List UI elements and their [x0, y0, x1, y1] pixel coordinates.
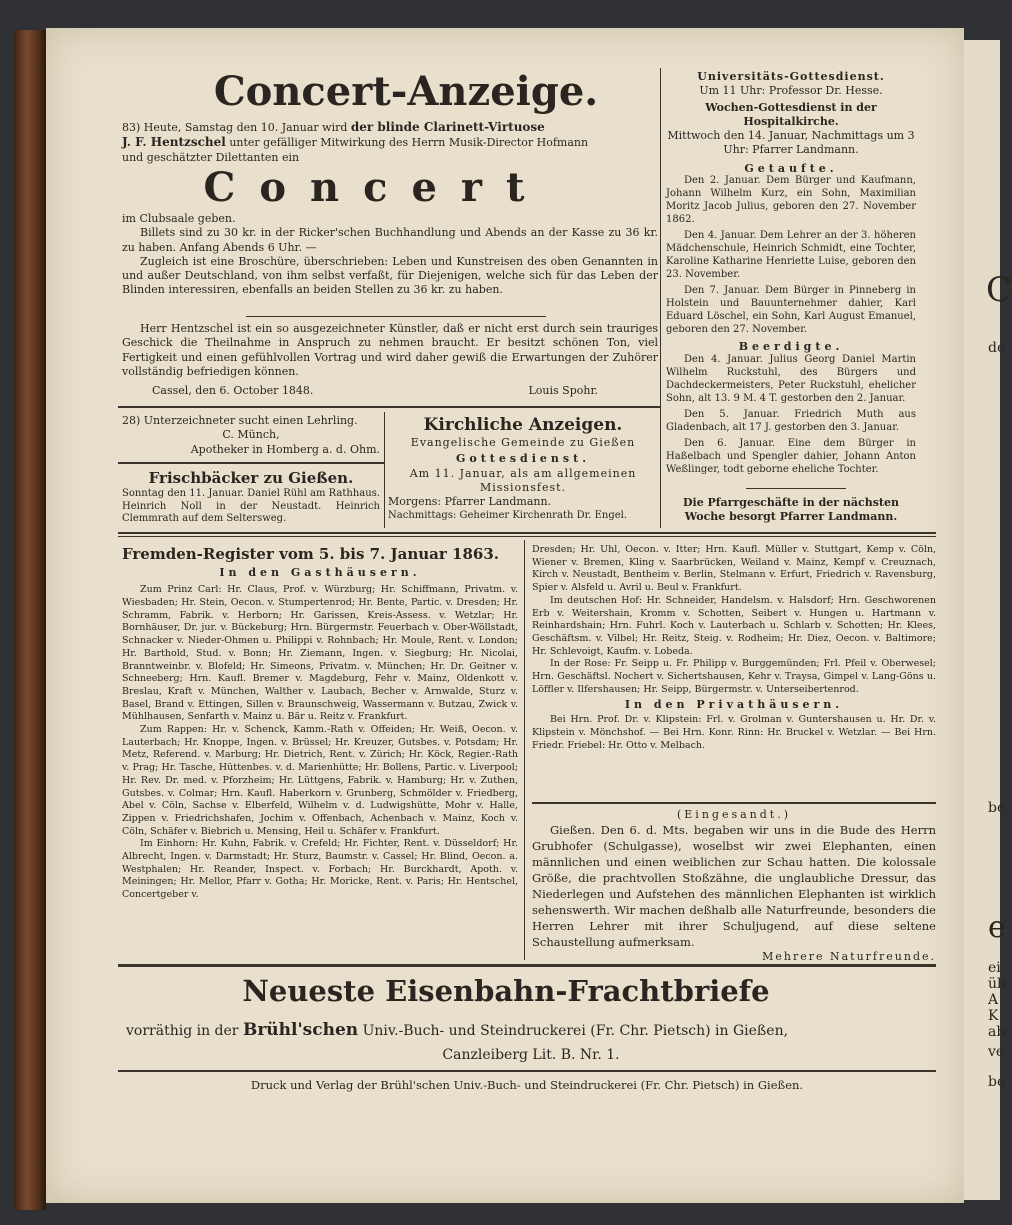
beerdigte-entry: Den 6. Januar. Eine dem Bürger in Haßelbach und Spengler dahier, Johann Anton Weßlinger, todt geborne eheliche Tochter.: [666, 438, 916, 475]
next-page-fragment: ab: [988, 1024, 1006, 1040]
concert-p3: Zugleich ist eine Broschüre, überschrieben: Leben und Kunstreisen des oben Genannten in und außer Deutschland, von ihm selbst verfaßt, für Diejenigen, welche sich für das Leben der Blinden interessiren, ebenfalls an beiden Stellen zu 36 kr. zu haben.: [122, 254, 658, 297]
column-rule: [384, 412, 385, 528]
privat-heading: In den Privathäusern.: [624, 698, 844, 712]
eisenbahn-line: Univ.-Buch- und Steindruckerei (Fr. Chr. Pietsch) in Gießen,: [362, 1023, 789, 1039]
register-continued: Dresden; Hr. Uhl, Oecon. v. Itter; Hrn. Kaufl. Müller v. Stuttgart, Kemp v. Cöln, Wiener v. Bremen, Kling v. Saarbrücken, Weiland v. Mainz, Kempf v. Creuznach, Kirch v. Neustadt, Bentheim v. Berlin, Stelmann v. Erfurt, Friedrich v. Ravensburg, Spier v. Alsfeld u. Avril u. Beul v. Frankfurt.: [532, 544, 936, 594]
church-right: [666, 70, 916, 176]
uni-line: Um 11 Uhr: Professor Dr. Hesse.: [699, 84, 883, 98]
concert-intro: [122, 120, 658, 165]
concert-p2: Billets sind zu 30 kr. in der Ricker'schen Buchhandlung und Abends an der Kasse zu 36 kr. zu haben. Anfang Abends 6 Uhr. —: [122, 226, 658, 254]
frisch-ad: [122, 468, 380, 526]
getaufte-entry: Den 2. Januar. Dem Bürger und Kaufmann, Johann Wilhelm Kurz, ein Sohn, Maximilian Moritz Jacob Julius, geboren den 27. November 1862.: [666, 175, 916, 225]
concert-artist: der blinde Clarinett-Virtuose: [350, 120, 545, 134]
eisenbahn-address: Canzleiberg Lit. B. Nr. 1.: [442, 1047, 620, 1063]
gast-heading: In den Gasthäusern.: [219, 566, 421, 579]
next-page-edge: [964, 40, 1012, 1200]
kirch-line: Nachmittags: Geheimer Kirchenrath Dr. Engel.: [388, 510, 628, 522]
divider: [246, 316, 546, 317]
getaufte-entry: Den 4. Januar. Dem Lehrer an der 3. höheren Mädchenschule, Heinrich Schmidt, eine Tochter, Karoline Katharine Henriette Luise, geboren den 23. November.: [666, 230, 916, 280]
divider: [118, 964, 936, 967]
rose-entry: In der Rose: Fr. Seipp u. Fr. Philipp v. Burggemünden; Frl. Pfeil v. Oberwesel; Hrn. Geschäftsl. Nochert v. Sichertshausen, Kehr v. Traysa, Gimpel v. Lang-Göns u. Löffler v. Ilfershausen; Hr. Seipp, Bürgermstr. v. Unterseibertenrod.: [532, 658, 936, 695]
prinz-carl-entry: Zum Prinz Carl: Hr. Claus, Prof. v. Würzburg; Hr. Schiffmann, Privatm. v. Wiesbaden; Hr. Stein, Oecon. v. Stumpertenrod; Hr. Bente, Partic. v. Dresden; Hr. Schramm, Fabrik. v. Herborn; Hr. Garissen, Kreis-Assess. v. Wetzlar; Hr. Bornhäuser, Dr. jur. v. Bückeburg; Hrn. Bürgermstr. Feuerbach v. Ober-Wöllstadt, Schnacker v. Nieder-Ohmen u. Philippi v. Rohnbach; Hr. Moule, Rent. v. London; Hr. Barthold, Stud. v. Bonn; Hr. Ziemann, Ingen. v. Siegburg; Hr. Nicolai, Branntweinbr. v. Blofeld; Hr. Simeons, Privatm. v. München; Hr. Dr. Geitner v. Schneeberg; Hrn. Kaufl. Bremer v. Magdeburg, Fehr v. Mainz, Oldenkott v. Breslau, Kraft v. München, Walther v. Laubach, Becher v. Arnwalde, Sturz v. Basel, Brand v. Ettingen, Sillen v. Braunschweig, Wassermann v. Butzau, Zwick v. Mühlhausen, Senfarth v. Mainz u. Bär u. Reitz v. Frankfurt.: [122, 584, 518, 723]
concert-line1: 83) Heute, Samstag den 10. Januar wird: [122, 121, 348, 134]
kirch-title: Kirchliche Anzeigen.: [423, 415, 623, 435]
concert-date: Cassel, den 6. October 1848.: [152, 384, 314, 397]
eisenbahn-title: Neueste Eisenbahn-Frachtbriefe: [242, 974, 770, 1008]
next-page-fragment: K: [988, 1008, 999, 1024]
concert-p1: im Clubsaale geben.: [122, 212, 236, 225]
eingesandt-signed: Mehrere Naturfreunde.: [762, 950, 936, 964]
getaufte-entry: Den 7. Januar. Dem Bürger in Pinneberg in Holstein und Bauunternehmer dahier, Karl Eduard Löschel, ein Sohn, Karl August Emanuel, geboren den 27. November.: [666, 285, 916, 335]
eingesandt-text: Gießen. Den 6. d. Mts. begaben wir uns in die Bude des Herrn Grubhofer (Schulgasse), woselbst wir zwei Elephanten, einen männlichen und einen weiblichen zur Schau hatten. Die kolossale Größe, die prachtvollen Stoßzähne, die unglaubliche Dressur, das Niederlegen und Aufstehen des männlichen Elephanten ist wirklich sehenswerth. Wir machen deßhalb alle Naturfreunde, besonders die Herren Lehrer mit ihrer Schuljugend, auf diese seltene Schaustellung aufmerksam.: [532, 823, 936, 950]
getaufte-list: [666, 174, 916, 476]
next-page-fragment: be: [988, 800, 1006, 816]
concert-review: [122, 322, 658, 379]
column-rule: [660, 68, 661, 528]
divider: [532, 802, 936, 804]
concert-big: Concert: [203, 164, 549, 211]
next-page-fragment: ei: [988, 960, 1001, 976]
fremden-register: [122, 544, 518, 902]
kirch-gd: Gottesdienst.: [455, 452, 591, 466]
next-page-fragment: A: [988, 992, 999, 1008]
newspaper-page: [46, 28, 964, 1203]
concert-title: Concert-Anzeige.: [213, 68, 599, 115]
frisch-title: Frischbäcker zu Gießen.: [148, 469, 354, 487]
rappen-entry: Zum Rappen: Hr. v. Schenck, Kamm.-Rath v. Offeiden; Hr. Weiß, Oecon. v. Lauterbach; Hr. Knoppe, Ingen. v. Brüssel; Hr. Kreuzer, Gutsbes. v. Potsdam; Hr. Metz, Referend. v. Marburg; Hr. Dietrich, Rent. v. Zürich; Hr. Köck, Regier.-Rath v. Prag; Hr. Tasche, Hüttenbes. v. d. Marienhütte; Hr. Bollens, Partic. v. Liverpool; Hr. Rev. Dr. med. v. Pforzheim; Hr. Lüttgens, Fabrik. v. Hamburg; Hr. v. Zuthen, Gutsbes. v. Colmar; Hrn. Kaufl. Haberkorn v. Grunberg, Schmölder v. Friedberg, Abel v. Cöln, Sachse v. Elberfeld, Wilhelm v. d. Ludwigshütte, Mohr v. Halle, Zippen v. Friedrichshafen, Jochim v. Offenbach, Achenbach v. Mainz, Koch v. Cöln, Schäfer v. Biebrich u. Mensing, Heil u. Schäfer v. Frankfurt.: [122, 724, 518, 837]
beerdigte-entry: Den 4. Januar. Julius Georg Daniel Martin Wilhelm Ruckstuhl, des Bürgers und Dachdeckermeisters, Peter Ruckstuhl, ehelicher Sohn, alt 13. 9 M. 4 T. gestorben den 2. Januar.: [666, 354, 916, 404]
privat-entry: Bei Hrn. Prof. Dr. v. Klipstein: Frl. v. Grolman v. Guntershausen u. Hr. Dr. v. Klipstein v. Mönchshof. — Bei Hrn. Konr. Rinn: Hr. Bruckel v. Wetzlar. — Bei Hrn. Friedr. Friebel: Hr. Otto v. Melbach.: [532, 714, 936, 751]
concert-body: [122, 212, 658, 298]
lehrling-ad: [122, 414, 380, 457]
pfarr-notice: Die Pfarrgeschäfte in der nächsten Woche besorgt Pfarrer Landmann.: [682, 496, 900, 524]
next-page-fragment: be: [988, 1074, 1006, 1090]
next-page-fragment: e: [988, 910, 1006, 945]
concert-signed: Louis Spohr.: [528, 384, 598, 397]
next-page-fragment: C: [986, 270, 1012, 310]
getaufte-heading: Getaufte.: [744, 161, 838, 175]
eisenbahn-line: vorräthig in der: [126, 1023, 239, 1039]
next-page-fragment: üb: [988, 976, 1006, 992]
deutscher-hof-entry: Im deutschen Hof: Hr. Schneider, Handelsm. v. Halsdorf; Hrn. Geschworenen Erb v. Weitershain, Kromm v. Schotten, Seibert v. Hungen u. Hartmann v. Reinhardshain; Hrn. Fuhrl. Koch v. Lauterbach u. Schlarb v. Schotten; Hr. Klees, Geschäftsm. v. Vilbel; Hr. Reitz, Steig. v. Rodheim; Hr. Diez, Oecon. v. Baltimore; Hr. Schlevoigt, Kaufm. v. Lobeda.: [532, 594, 936, 657]
uni-title: Universitäts-Gottesdienst.: [697, 70, 885, 83]
fremden-register-cont: [532, 544, 936, 753]
woch-title: Wochen-Gottesdienst in der Hospitalkirche.: [705, 100, 877, 128]
concert-artist-name: J. F. Hentzschel: [122, 135, 226, 150]
eingesandt: [532, 808, 936, 965]
frisch-text: Sonntag den 11. Januar. Daniel Rühl am Rathhaus. Heinrich Noll in der Neustadt. Heinrich Clemmrath auf dem Seltersweg.: [122, 488, 380, 524]
next-page-fragment: de: [988, 340, 1006, 356]
column-rule: [524, 540, 525, 960]
divider: [118, 536, 936, 537]
einhorn-entry: Im Einhorn: Hr. Kuhn, Fabrik. v. Crefeld; Hr. Fichter, Rent. v. Düsseldorf; Hr. Albrecht, Ingen. v. Darmstadt; Hr. Sturz, Baumstr. v. Cassel; Hr. Blind, Oecon. a. Westphalen; Hr. Reander, Inspect. v. Forbach; Hr. Burckhardt, Apoth. v. Meiningen; Hr. Mellor, Pfarr v. Gotha; Hr. Moricke, Rent. v. Paris; Hr. Hentschel, Concertgeber v.: [122, 838, 518, 901]
divider: [118, 406, 660, 408]
kirch-ad: [388, 414, 658, 524]
lehrling-line2: C. Münch,: [222, 428, 280, 442]
kirch-sub: Evangelische Gemeinde zu Gießen: [410, 436, 636, 449]
divider: [746, 488, 846, 489]
concert-signature: [122, 384, 658, 398]
divider: [118, 462, 384, 464]
concert-p4: Herr Hentzschel ist ein so ausgezeichneter Künstler, daß er nicht erst durch sein trauriges Geschick die Theilnahme in Anspruch zu nehmen braucht. Er besitzt schönen Ton, viel Fertigkeit und einen gefühlvollen Vortrag und wird daher gewiß die Erwartungen der Zuhörer vollständig befriedigen können.: [122, 322, 658, 378]
lehrling-line1: 28) Unterzeichneter sucht einen Lehrling.: [122, 414, 358, 427]
book-binding: [14, 30, 46, 1210]
concert-line3: und geschätzter Dilettanten ein: [122, 150, 300, 164]
beerdigte-entry: Den 5. Januar. Friedrich Muth aus Gladenbach, alt 17 J. gestorben den 3. Januar.: [666, 409, 916, 433]
concert-line2: unter gefälliger Mitwirkung des Herrn Musik-Director Hofmann: [229, 136, 589, 150]
divider: [118, 1070, 936, 1072]
eingesandt-title: (Eingesandt.): [676, 808, 791, 821]
fremden-title: Fremden-Register vom 5. bis 7. Januar 1863.: [122, 545, 499, 563]
kirch-line: Am 11. Januar, als am allgemeinen Missionsfest.: [409, 466, 637, 494]
kirch-line: Morgens: Pfarrer Landmann.: [388, 495, 552, 509]
divider: [118, 532, 936, 534]
woch-line: Mittwoch den 14. Januar, Nachmittags um 3 Uhr: Pfarrer Landmann.: [667, 129, 915, 157]
eisenbahn-ad: [126, 1018, 936, 1067]
lehrling-line3: Apotheker in Homberg a. d. Ohm.: [190, 442, 380, 456]
beerdigte-heading: Beerdigte.: [738, 340, 844, 353]
next-page-fragment: ve: [988, 1044, 1005, 1060]
bruehl-name: Brühl'schen: [242, 1020, 359, 1040]
imprint: Druck und Verlag der Brühl'schen Univ.-Buch- und Steindruckerei (Fr. Chr. Pietsch) in Gießen.: [250, 1078, 804, 1092]
